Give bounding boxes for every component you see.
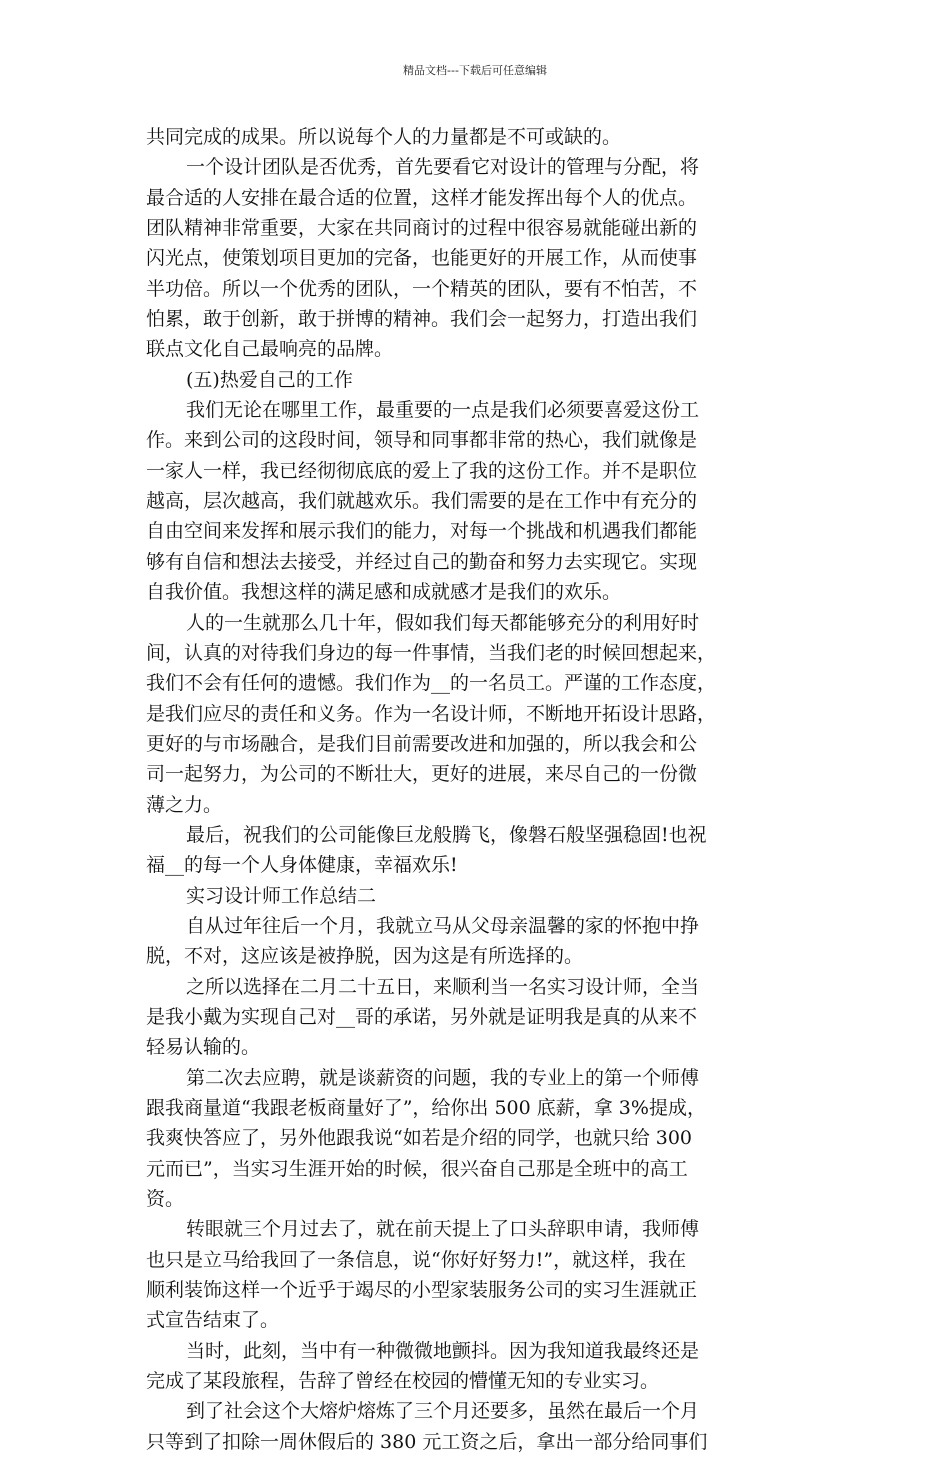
text-line: 够有自信和想法去接受，并经过自己的勤奋和努力去实现它。实现 bbox=[146, 550, 698, 573]
text-line: 完成了某段旅程，告辞了曾经在校园的懵懂无知的专业实习。 bbox=[146, 1370, 660, 1393]
text-line: 跟我商量道“我跟老板商量好了”，给你出 500 底薪，拿 3%提成， bbox=[146, 1097, 706, 1119]
text-line: 人的一生就那么几十年，假如我们每天都能够充分的利用好时 bbox=[186, 611, 700, 634]
text-line: 薄之力。 bbox=[146, 793, 223, 816]
text-line: 作。来到公司的这段时间，领导和同事都非常的热心，我们就像是 bbox=[146, 429, 698, 452]
text-line: 更好的与市场融合，是我们目前需要改进和加强的，所以我会和公 bbox=[146, 732, 698, 755]
text-line: 也只是立马给我回了一条信息，说“你好好努力!”，就这样，我在 bbox=[146, 1248, 687, 1271]
text-line: 团队精神非常重要，大家在共同商讨的过程中很容易就能碰出新的 bbox=[146, 217, 698, 240]
text-line: 一家人一样，我已经彻彻底底的爱上了我的这份工作。并不是职位 bbox=[146, 459, 698, 482]
text-line: 共同完成的成果。所以说每个人的力量都是不可或缺的。 bbox=[146, 126, 622, 148]
text-line: 实习设计师工作总结二 bbox=[186, 884, 377, 907]
text-line: 第二次去应聘，就是谈薪资的问题，我的专业上的第一个师傅 bbox=[186, 1066, 700, 1089]
text-line: 之所以选择在二月二十五日，来顺利当一名实习设计师，全当 bbox=[186, 975, 700, 998]
text-line: 我们无论在哪里工作，最重要的一点是我们必须要喜爱这份工 bbox=[186, 399, 700, 422]
text-line: 元而已”，当实习生涯开始的时候，很兴奋自己那是全班中的高工 bbox=[146, 1157, 688, 1180]
text-line: 式宣告结束了。 bbox=[146, 1309, 280, 1332]
text-line: 我爽快答应了，另外他跟我说“如若是介绍的同学，也就只给 300 bbox=[146, 1127, 693, 1150]
page-header: 精品文档---下载后可任意编辑 bbox=[403, 64, 547, 77]
document-body bbox=[146, 122, 806, 1457]
text-line: 越高，层次越高，我们就越欢乐。我们需要的是在工作中有充分的 bbox=[146, 490, 698, 513]
text-line: 只等到了扣除一周休假后的 380 元工资之后，拿出一部分给同事们 bbox=[146, 1430, 708, 1453]
text-line: 资。 bbox=[146, 1188, 185, 1211]
text-line: 司一起努力，为公司的不断壮大，更好的进展，来尽自己的一份微 bbox=[146, 763, 698, 786]
text-line: 当时，此刻，当中有一种微微地颤抖。因为我知道我最终还是 bbox=[186, 1339, 700, 1362]
text-line: 怕累，敢于创新，敢于拼博的精神。我们会一起努力，打造出我们 bbox=[146, 308, 698, 331]
text-line: 半功倍。所以一个优秀的团队，一个精英的团队，要有不怕苦，不 bbox=[146, 277, 698, 300]
text-line: 联点文化自己最响亮的品牌。 bbox=[146, 338, 394, 361]
text-line: 自由空间来发挥和展示我们的能力，对每一个挑战和机遇我们都能 bbox=[146, 520, 698, 543]
text-line: 最合适的人安排在最合适的位置，这样才能发挥出每个人的优点。 bbox=[146, 186, 698, 209]
text-line: 转眼就三个月过去了，就在前天提上了口头辞职申请，我师傅 bbox=[186, 1218, 700, 1241]
text-line: 自从过年往后一个月，我就立马从父母亲温馨的家的怀抱中挣 bbox=[186, 914, 700, 937]
text-line: 轻易认输的。 bbox=[146, 1036, 261, 1059]
text-line: (五)热爱自己的工作 bbox=[186, 368, 353, 391]
text-line: 闪光点，使策划项目更加的完备，也能更好的开展工作，从而使事 bbox=[146, 247, 698, 270]
text-line: 最后，祝我们的公司能像巨龙般腾飞，像磐石般坚强稳固!也祝 bbox=[186, 823, 707, 846]
text-line: 我们不会有任何的遗憾。我们作为__的一名员工。严谨的工作态度， bbox=[146, 672, 717, 695]
text-line: 是我们应尽的责任和义务。作为一名设计师，不断地开拓设计思路， bbox=[146, 702, 717, 725]
text-line: 脱，不对，这应该是被挣脱，因为这是有所选择的。 bbox=[146, 945, 584, 968]
text-line: 一个设计团队是否优秀，首先要看它对设计的管理与分配，将 bbox=[186, 156, 700, 179]
text-line: 间，认真的对待我们身边的每一件事情，当我们老的时候回想起来， bbox=[146, 641, 717, 664]
text-line: 福__的每一个人身体健康，幸福欢乐! bbox=[146, 854, 458, 877]
text-line: 顺利装饰这样一个近乎于竭尽的小型家装服务公司的实习生涯就正 bbox=[146, 1279, 698, 1302]
text-line: 到了社会这个大熔炉熔炼了三个月还要多，虽然在最后一个月 bbox=[186, 1400, 700, 1423]
text-line: 是我小戴为实现自己对__哥的承诺，另外就是证明我是真的从来不 bbox=[146, 1005, 698, 1028]
text-line: 自我价值。我想这样的满足感和成就感才是我们的欢乐。 bbox=[146, 581, 622, 604]
